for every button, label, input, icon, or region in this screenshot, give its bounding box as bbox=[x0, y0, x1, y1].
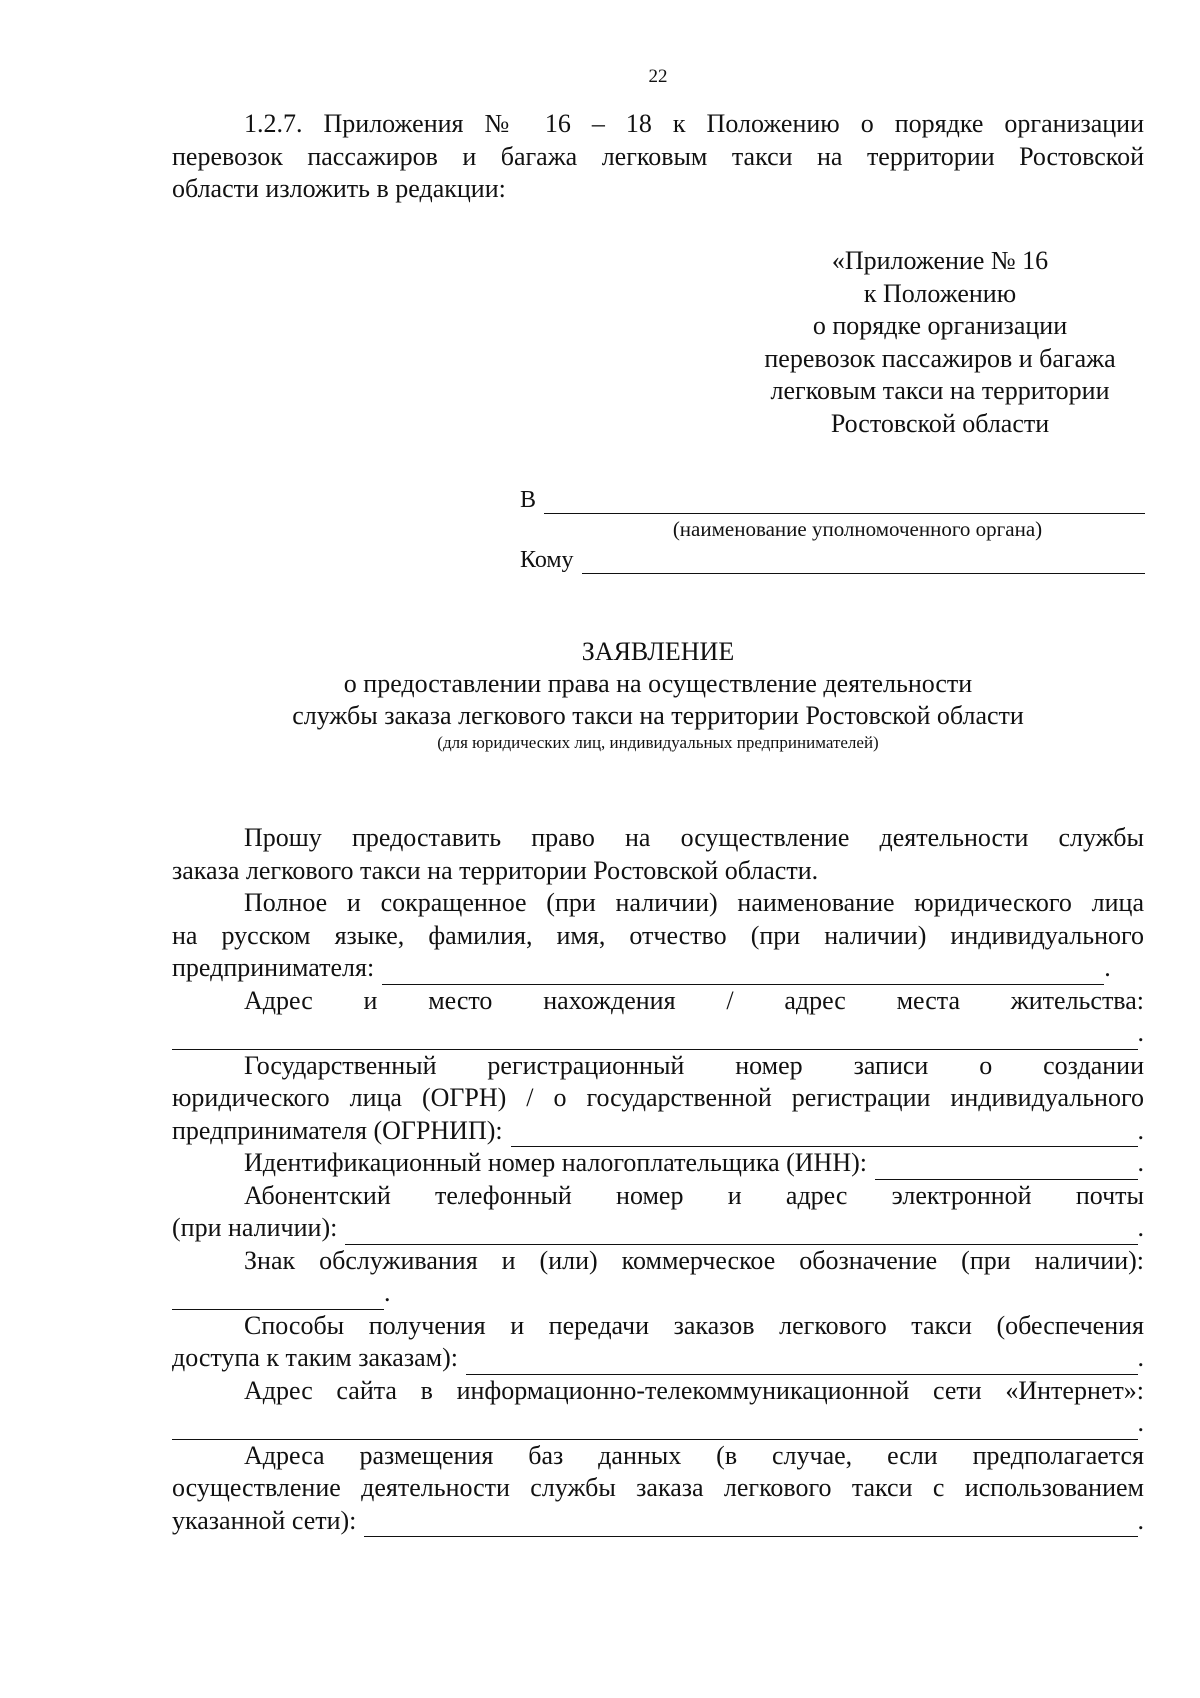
recipient-block bbox=[520, 484, 1145, 574]
p10-label: указанной сети): bbox=[172, 1505, 357, 1535]
p5-period: . bbox=[1137, 1148, 1144, 1177]
appendix-header bbox=[740, 245, 1140, 440]
p8-line-1: Способы получения и передачи заказов легкового такси (обеспечения bbox=[244, 1310, 1144, 1340]
phone-email-field[interactable] bbox=[345, 1222, 1137, 1245]
p10-line-3 bbox=[172, 1505, 1144, 1538]
p1-line-1: Прошу предоставить право на осуществление деятельности службы bbox=[244, 823, 1144, 852]
intro-paragraph bbox=[172, 108, 1144, 206]
p6-label: (при наличии): bbox=[172, 1213, 338, 1242]
p6-line-2 bbox=[172, 1212, 1144, 1245]
p10-period: . bbox=[1137, 1505, 1144, 1535]
document-title bbox=[172, 636, 1144, 754]
p2-line-3 bbox=[172, 952, 1144, 985]
recipient-whom-field[interactable] bbox=[582, 549, 1145, 574]
title-sub-1: о предоставлении права на осуществление деятельности bbox=[343, 669, 973, 698]
title-note: (для юридических лиц, индивидуальных предпринимателей) bbox=[437, 733, 879, 752]
p5-label: Идентификационный номер налогоплательщика (ИНН): bbox=[244, 1148, 867, 1177]
p8-label: доступа к таким заказам): bbox=[172, 1343, 458, 1372]
p6-period: . bbox=[1137, 1213, 1144, 1242]
recipient-to-field[interactable] bbox=[544, 489, 1145, 514]
p6-line-1: Абонентский телефонный номер и адрес электронной почты bbox=[244, 1180, 1144, 1210]
p4-line-2: юридического лица (ОГРН) / о государственной регистрации индивидуального bbox=[172, 1083, 1144, 1112]
recipient-whom-row bbox=[520, 544, 1145, 574]
p7-line-2 bbox=[172, 1277, 1144, 1310]
p4-line-1: Государственный регистрационный номер записи о создании bbox=[244, 1050, 1144, 1080]
title-sub-2: службы заказа легкового такси на территории Ростовской области bbox=[292, 701, 1024, 730]
p2-period: . bbox=[1104, 953, 1111, 982]
trademark-field[interactable] bbox=[172, 1287, 384, 1310]
p9-line-2 bbox=[172, 1407, 1144, 1440]
p7-line-1: Знак обслуживания и (или) коммерческое обозначение (при наличии): bbox=[244, 1245, 1144, 1275]
p10-line-1: Адреса размещения баз данных (в случае, если предполагается bbox=[244, 1440, 1144, 1470]
p3-line-2 bbox=[172, 1017, 1144, 1050]
intro-line-3: области изложить в редакции: bbox=[172, 174, 506, 203]
appendix-line-6: Ростовской области bbox=[830, 408, 1050, 438]
address-field[interactable] bbox=[172, 1027, 1138, 1050]
p7-period: . bbox=[384, 1278, 391, 1307]
appendix-line-2: к Положению bbox=[863, 278, 1017, 308]
p8-line-2 bbox=[172, 1342, 1144, 1375]
ogrn-field[interactable] bbox=[511, 1124, 1138, 1147]
recipient-to-label: В bbox=[520, 487, 537, 513]
p5-line-1 bbox=[172, 1147, 1144, 1180]
database-address-field[interactable] bbox=[364, 1514, 1137, 1537]
p9-line-1: Адрес сайта в информационно-телекоммуникационной сети «Интернет»: bbox=[244, 1375, 1144, 1405]
entrepreneur-name-field[interactable] bbox=[382, 962, 1104, 985]
appendix-line-4: перевозок пассажиров и багажа bbox=[764, 343, 1116, 373]
p2-label: предпринимателя: bbox=[172, 953, 375, 982]
p4-label: предпринимателя (ОГРНИП): bbox=[172, 1115, 503, 1145]
recipient-to-row bbox=[520, 484, 1145, 514]
p10-line-2: осуществление деятельности службы заказа легкового такси с использованием bbox=[172, 1473, 1144, 1502]
order-methods-field[interactable] bbox=[466, 1352, 1138, 1375]
p2-line-2: на русском языке, фамилия, имя, отчество (при наличии) индивидуального bbox=[172, 920, 1144, 950]
intro-line-2: перевозок пассажиров и багажа легковым такси на территории Ростовской bbox=[172, 141, 1144, 171]
p8-period: . bbox=[1137, 1343, 1144, 1372]
inn-field[interactable] bbox=[875, 1157, 1138, 1180]
appendix-line-5: легковым такси на территории bbox=[770, 376, 1110, 405]
p3-line-1: Адрес и место нахождения / адрес места жительства: bbox=[244, 985, 1144, 1015]
p1-line-2: заказа легкового такси на территории Ростовской области. bbox=[172, 855, 819, 885]
p2-line-1: Полное и сокращенное (при наличии) наименование юридического лица bbox=[244, 888, 1144, 917]
title-main: ЗАЯВЛЕНИЕ bbox=[581, 637, 735, 666]
appendix-line-3: о порядке организации bbox=[812, 311, 1068, 340]
p4-line-3 bbox=[172, 1115, 1144, 1148]
p9-period: . bbox=[1137, 1408, 1144, 1437]
p3-period: . bbox=[1137, 1018, 1144, 1047]
intro-line-1: 1.2.7. Приложения № 16 – 18 к Положению о порядке организации bbox=[244, 109, 1144, 138]
page-number: 22 bbox=[648, 66, 668, 87]
website-field[interactable] bbox=[172, 1417, 1138, 1440]
p4-period: . bbox=[1137, 1115, 1144, 1145]
recipient-whom-label: Кому bbox=[520, 547, 574, 573]
application-body bbox=[172, 822, 1144, 1537]
recipient-to-caption: (наименование уполномоченного органа) bbox=[672, 517, 1043, 541]
appendix-line-1: «Приложение № 16 bbox=[831, 246, 1049, 275]
